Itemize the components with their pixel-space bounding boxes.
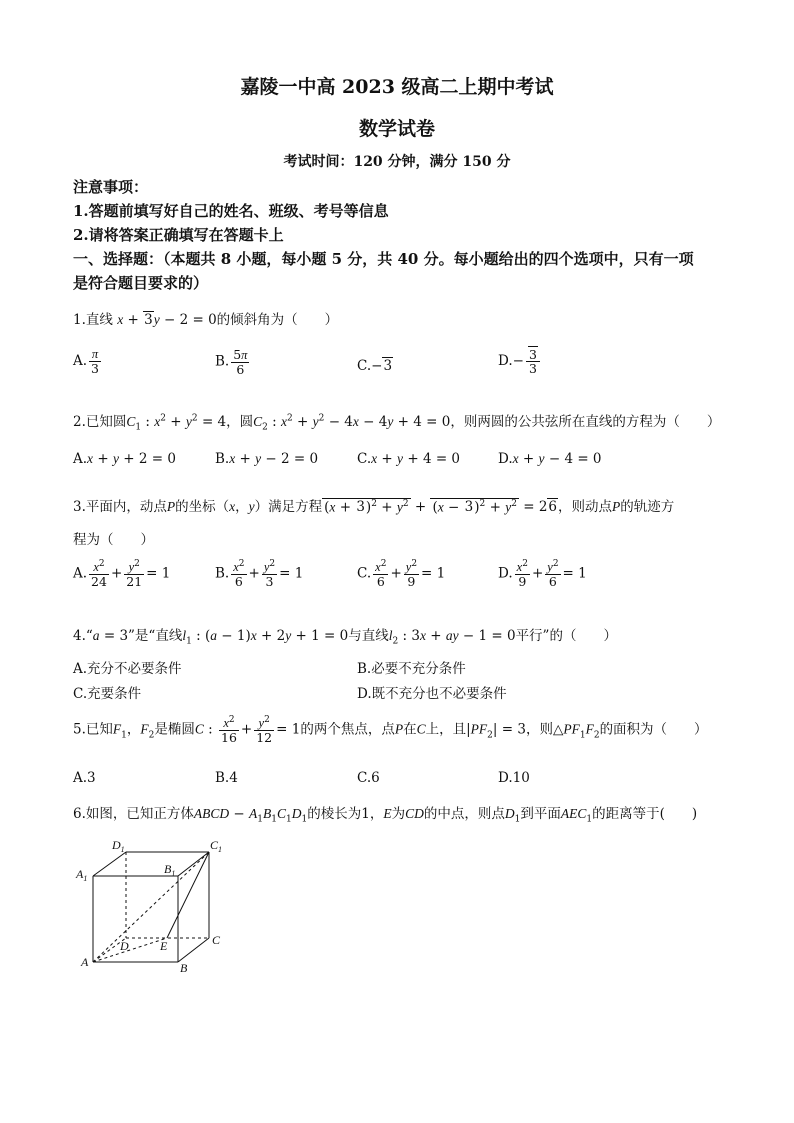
section-heading-cont: 是符合题目要求的） (73, 274, 209, 292)
q4-option-b[interactable]: B.必要不充分条件 (357, 661, 466, 677)
q3-option-c[interactable]: C. $\frac{x^2}{6}$ + $\frac{y^2}{9}$ = 1 (357, 559, 446, 590)
question-5: 5.已知$F_1$，$F_2$是椭圆C : $\frac{x^2}{16}$ + $\frac{y^2}{12}$ = 1的两个焦点，点P在C上，且$|PF_2| = 3$，则$\triangle PF_1F_2$的面积为（ ） (73, 715, 708, 746)
q3-option-a[interactable]: A. $\frac{x^2}{24}$ + $\frac{y^2}{21}$ = 1 (73, 559, 171, 590)
label-c1: $C_1$ (210, 838, 223, 854)
label-a: A (81, 955, 89, 969)
note-item: 2.请将答案正确填写在答题卡上 (73, 226, 284, 244)
q2-option-d[interactable]: D.x + y − 4 = 0 (498, 451, 602, 467)
q2-option-b[interactable]: B.x + y − 2 = 0 (215, 451, 319, 467)
question-3-cont: 程为（ ） (73, 532, 154, 548)
question-4: 4.“a = 3”是“直线$l_1$ : (a − 1)x + 2y + 1 = 0与直线$l_2$ : 3x + ay − 1 = 0平行”的（ ） (73, 628, 617, 647)
question-6: 6.如图，已知正方体ABCD − $A_1B_1C_1D_1$的棱长为1，E为CD的中点，则点$D_1$到平面$AEC_1$的距离等于( ) (73, 806, 698, 825)
edge-b-c (178, 938, 209, 962)
q5-option-d[interactable]: D.10 (498, 770, 530, 786)
q1-option-a[interactable]: A. $\frac{\pi}{3}$ (73, 347, 99, 377)
q4-option-d[interactable]: D.既不充分也不必要条件 (357, 686, 507, 702)
notes-heading: 注意事项： (73, 178, 149, 196)
q2-option-a[interactable]: A.x + y + 2 = 0 (73, 451, 176, 467)
q5-option-b[interactable]: B.4 (215, 770, 238, 786)
q5-option-c[interactable]: C.6 (357, 770, 380, 786)
label-a1: $A_1$ (76, 867, 88, 883)
q5-option-a[interactable]: A.3 (73, 770, 96, 786)
q1-option-b[interactable]: B. $\frac{5\pi}{6}$ (215, 347, 248, 378)
q3-option-d[interactable]: D. $\frac{x^2}{9}$ + $\frac{y^2}{6}$ = 1 (498, 559, 587, 590)
cube-figure (70, 838, 240, 978)
edge-b1-c1 (178, 852, 209, 876)
edge-a1-d1 (93, 852, 126, 876)
q4-option-c[interactable]: C.充要条件 (73, 686, 142, 702)
label-e: E (160, 939, 168, 953)
exam-subject: 数学试卷 (358, 118, 435, 140)
label-c: C (212, 933, 221, 947)
q1-option-c[interactable]: C.−3 (357, 358, 393, 374)
label-d: D (120, 939, 129, 953)
question-2: 2.已知圆$C_1$ : $x^2 + y^2 = 4$，圆$C_2$ : $x^2 + y^2 - 4x - 4y + 4 = 0$，则两圆的公共弦所在直线的方程为（ ） (73, 413, 721, 433)
question-3: 3.平面内，动点P的坐标（x，y）满足方程 $(x + 3)^2 + y^2 + (x - 3)^2 + y^2 = 26$，则动点P的轨迹方 (73, 498, 675, 515)
q3-option-b[interactable]: B. $\frac{x^2}{6}$ + $\frac{y^2}{3}$ = 1 (215, 559, 304, 590)
label-b: B (180, 961, 188, 975)
exam-title: 嘉陵一中高 2023 级高二上期中考试 (240, 76, 554, 98)
q2-option-c[interactable]: C.x + y + 4 = 0 (357, 451, 461, 467)
note-item: 1.答题前填写好自己的姓名、班级、考号等信息 (73, 202, 389, 220)
question-1: 1.直线 x + 3y − 2 = 0的倾斜角为（ ） (73, 312, 339, 328)
label-d1: $D_1$ (112, 838, 125, 854)
exam-time-info: 考试时间：120 分钟，满分 150 分 (283, 154, 511, 170)
q4-option-a[interactable]: A.充分不必要条件 (73, 661, 182, 677)
section-heading: 一、选择题：（本题共 8 小题，每小题 5 分，共 40 分。每小题给出的四个选项中，只有一项 (73, 250, 694, 268)
seg-e-c1 (167, 852, 209, 938)
q1-option-d[interactable]: D.− $\frac{3}{3}$ (498, 348, 542, 375)
label-b1: $B_1$ (164, 862, 176, 878)
seg-a-e (93, 938, 167, 962)
diag-a-c1 (93, 852, 209, 962)
